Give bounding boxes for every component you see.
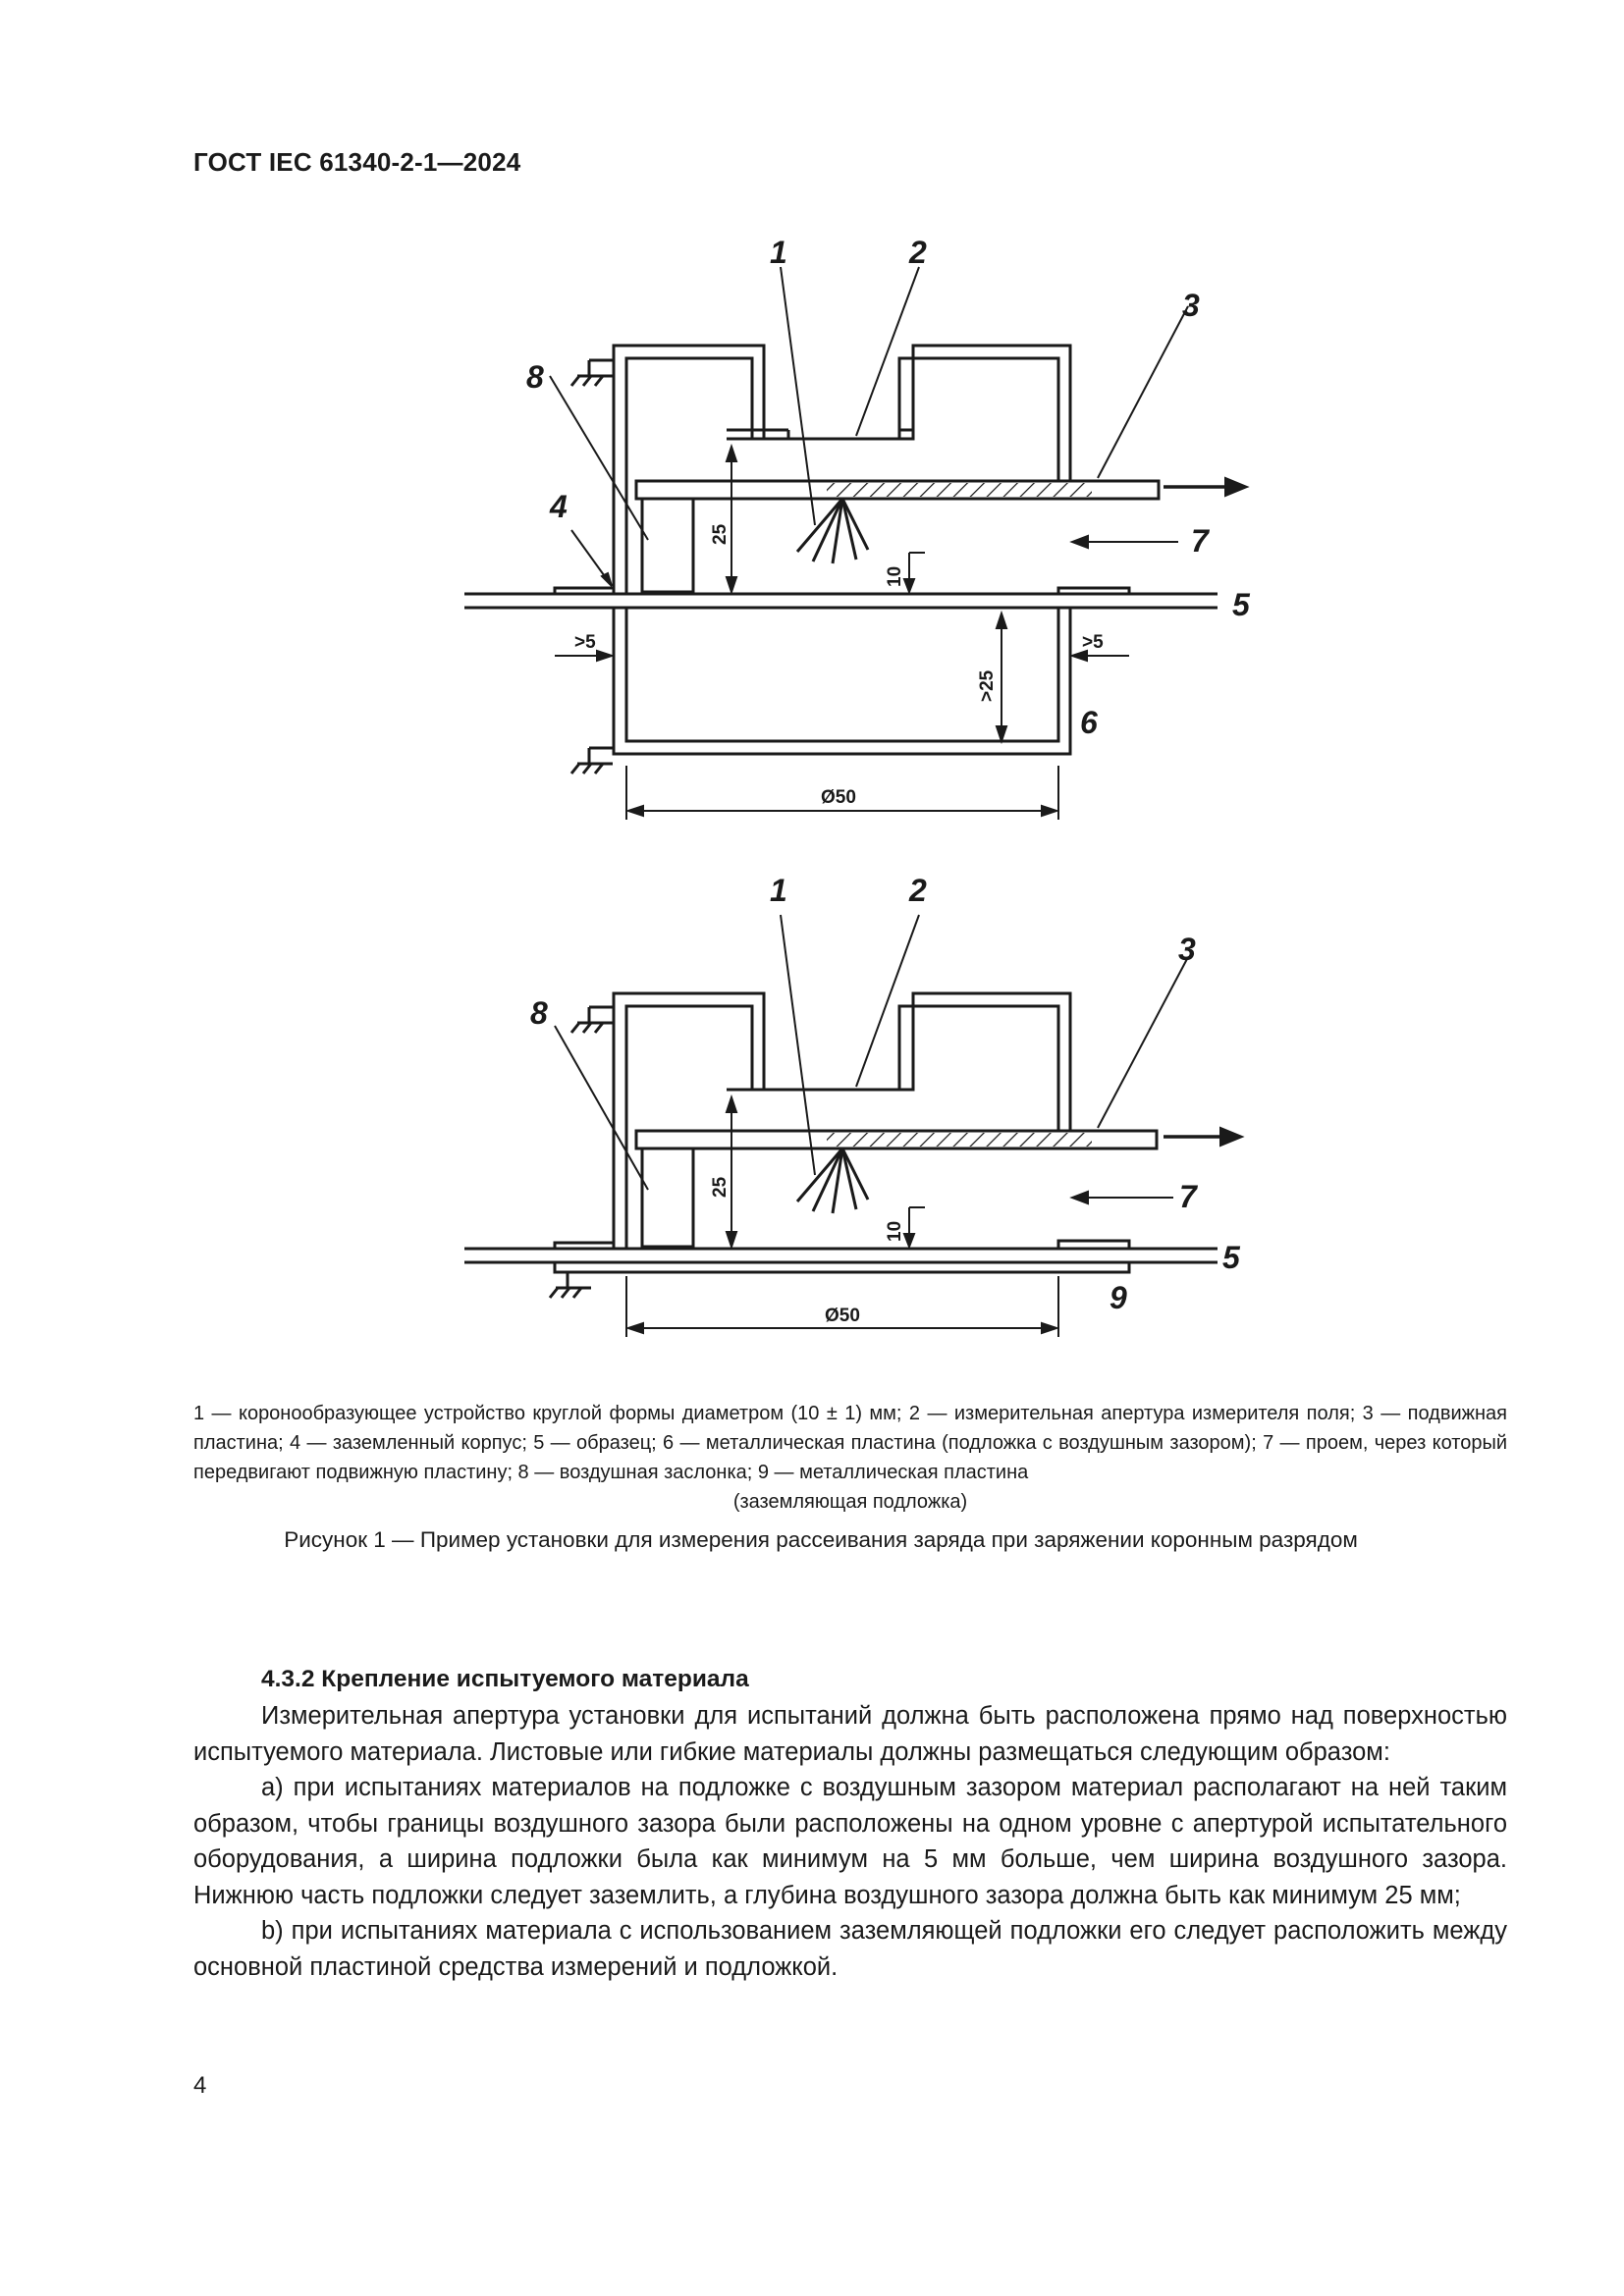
callout-3b: 3 <box>1178 932 1196 967</box>
callout-6: 6 <box>1080 705 1098 740</box>
dim-25: 25 <box>710 523 731 545</box>
callout-8b: 8 <box>530 995 548 1031</box>
ground-symbol-bottom <box>571 748 614 774</box>
section-body <box>193 1698 1507 1985</box>
figure-caption: Рисунок 1 — Пример установки для измерения рассеивания заряда при заряжении коронным разрядом <box>284 1527 1358 1552</box>
legend-last-line: (заземляющая подложка) <box>732 1491 968 1513</box>
figure-bottom <box>464 993 1218 1298</box>
paragraph: а) при испытаниях материалов на подложке с воздушным зазором материал располагают на ней таким образом, чтобы границы воздушного зазора были расположены на одном уровне с апертурой испытательного оборудования, а ширина подложки была как минимум на 5 мм больше, чем ширина воздушного зазора. Нижнюю часть подложки следует заземлить, а глубина воздушного зазора должна быть как минимум 25 мм; <box>193 1774 1507 1909</box>
dim-10b: 10 <box>885 1220 905 1242</box>
dim-10: 10 <box>885 565 905 587</box>
callout-1b: 1 <box>770 873 787 908</box>
corona-device <box>797 499 868 563</box>
ground-symbol-bottom-2 <box>550 1272 591 1298</box>
grounded-housing <box>614 346 788 594</box>
dim-25b: 25 <box>710 1176 731 1198</box>
air-shutter <box>642 499 693 592</box>
section-heading: 4.3.2 Крепление испытуемого материала <box>261 1666 749 1692</box>
ground-symbol-top <box>571 360 614 386</box>
callout-1: 1 <box>770 235 787 270</box>
callout-2b: 2 <box>909 873 927 908</box>
dim-gt25: >25 <box>977 669 998 702</box>
dim-d50: Ø50 <box>821 787 856 808</box>
callout-8: 8 <box>526 359 544 395</box>
figure-top <box>464 346 1218 774</box>
callout-5: 5 <box>1232 587 1250 622</box>
paragraph: b) при испытаниях материала с использованием заземляющей подложки его следует расположить между основной пластиной средства измерений и подложкой. <box>193 1917 1507 1981</box>
paragraph: Измерительная апертура установки для испытаний должна быть расположена прямо над поверхностью испытуемого материала. Листовые или гибкие материалы должны размещаться следующим образом: <box>193 1702 1507 1766</box>
callout-9: 9 <box>1110 1280 1127 1315</box>
dim-gt5-left: >5 <box>574 632 596 653</box>
page-number: 4 <box>193 2072 207 2099</box>
ground-symbol-top-2 <box>571 1007 614 1033</box>
callout-4: 4 <box>550 489 568 524</box>
callout-7b: 7 <box>1179 1179 1197 1214</box>
callout-7: 7 <box>1191 523 1209 559</box>
figure-legend <box>193 1399 1507 1517</box>
grounding-plate <box>555 1262 1129 1272</box>
dim-gt5-right: >5 <box>1082 632 1104 653</box>
callout-2: 2 <box>909 235 927 270</box>
callout-5b: 5 <box>1222 1240 1240 1275</box>
callout-3: 3 <box>1182 288 1200 323</box>
legend-text: 1 — коронообразующее устройство круглой формы диаметром (10 ± 1) мм; 2 — измерительная апертура измерителя поля; 3 — подвижная пластина; 4 — заземленный корпус; 5 — образец; 6 — металлическая пластина (подложка с воздушным зазором); 7 — проем, через который передвигают подвижную пластину; 8 — воздушная заслонка; 9 — металлическая пластина <box>193 1403 1507 1483</box>
dim-d50b: Ø50 <box>825 1306 860 1326</box>
document-header: ГОСТ IEC 61340-2-1—2024 <box>193 147 521 177</box>
